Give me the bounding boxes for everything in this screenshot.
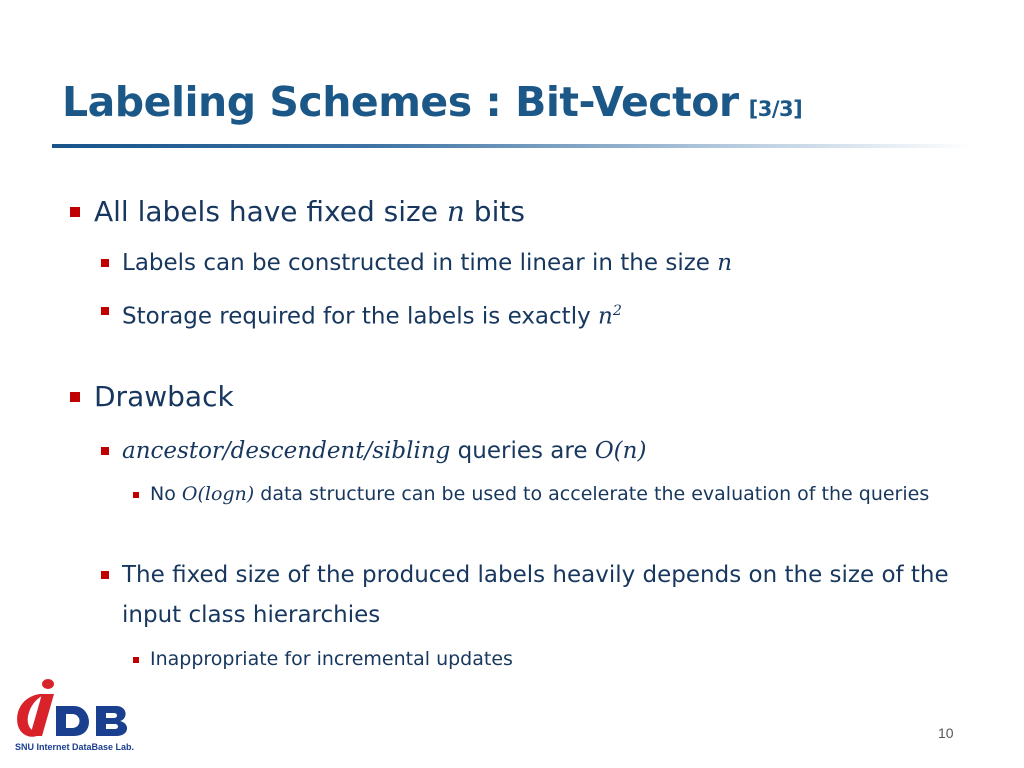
bullet-text: Labels can be constructed in time linear in the size n <box>122 250 733 276</box>
slide-title-main: Labeling Schemes : Bit-Vector <box>62 78 739 126</box>
sub-sub-bullet-no-logn <box>133 478 973 511</box>
bullet-text: Inappropriate for incremental updates <box>150 648 513 670</box>
idb-logo <box>12 678 137 756</box>
bullet-text: ancestor/descendent/sibling queries are O(n) <box>122 438 647 464</box>
sub-bullet-linear-time <box>101 243 971 283</box>
bullet-text: The fixed size of the produced labels heavily depends on the size of the input class hierarchies <box>122 562 949 628</box>
bullet-text: No O(logn) data structure can be used to accelerate the evaluation of the queries <box>150 483 930 505</box>
sub-sub-bullet-incremental <box>133 643 973 676</box>
bullet-marker <box>70 392 80 402</box>
bullet-marker <box>133 657 139 663</box>
bullet-marker <box>101 447 109 455</box>
bullet-marker <box>101 571 109 579</box>
slide-title <box>62 78 802 126</box>
bullet-fixed-size <box>70 195 525 228</box>
idb-logo-graphic <box>12 678 137 744</box>
bullet-marker <box>70 207 80 217</box>
sub-bullet-storage <box>101 291 971 337</box>
page-number: 10 <box>938 725 954 741</box>
bullet-text: All labels have fixed size n bits <box>94 195 525 228</box>
logo-caption: SNU Internet DataBase Lab. <box>14 742 135 752</box>
title-underline <box>52 144 972 148</box>
bullet-text: Drawback <box>94 380 234 413</box>
bullet-marker <box>101 259 109 267</box>
bullet-drawback <box>70 380 234 413</box>
bullet-text: Storage required for the labels is exactly $n^2$ <box>122 303 622 330</box>
sub-bullet-query-complexity <box>101 431 971 471</box>
bullet-marker <box>101 307 109 315</box>
slide-title-part-indicator: [3/3] <box>748 97 803 121</box>
bullet-marker <box>133 492 139 498</box>
sub-bullet-fixed-size-dependency <box>101 555 971 635</box>
